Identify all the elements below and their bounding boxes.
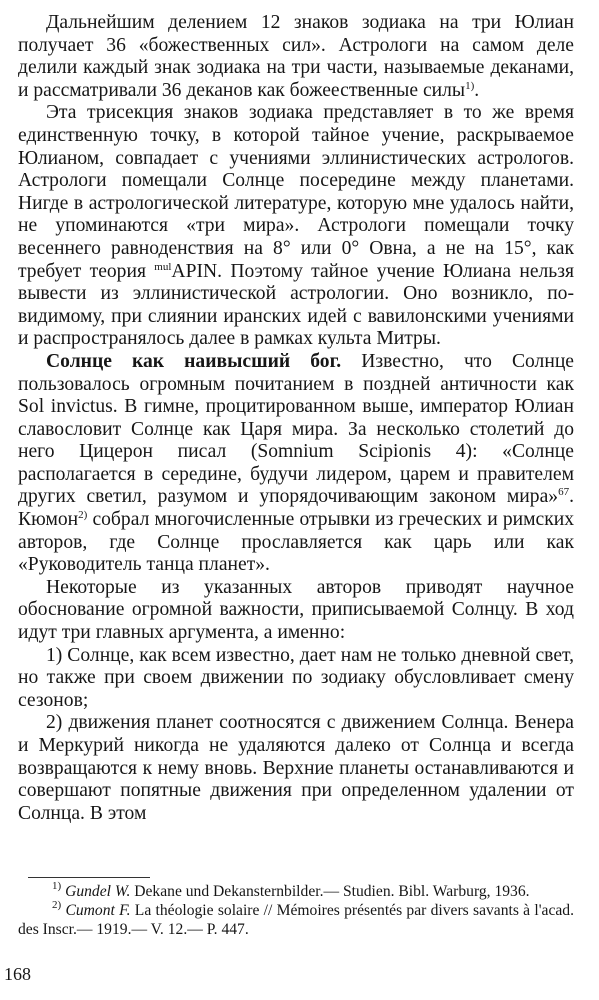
paragraph-text: собрал многочисленные отрывки из греческих и римских авторов, где Солнце прославляется как царь или как «Руководитель танца планет». xyxy=(18,509,574,576)
section-heading: Солнце как наивысший бог. xyxy=(46,350,342,372)
footnote-ref[interactable]: 2) xyxy=(78,509,88,522)
page-number: 168 xyxy=(4,964,31,984)
footnote-author: Cumont F. xyxy=(65,902,131,919)
footnote-2 xyxy=(18,901,574,939)
paragraph-decans xyxy=(18,12,574,102)
footnote-ref[interactable]: 1) xyxy=(465,79,475,92)
footnote-number: 2) xyxy=(52,899,62,911)
footnote-1 xyxy=(18,882,574,901)
paragraph-arguments: Некоторые из указанных авторов приводят научное обоснование огромной важности, приписываемой Солнцу. В ход идут три главных аргумента, а именно: xyxy=(18,576,574,644)
endnote-ref[interactable]: 67 xyxy=(558,486,570,499)
paragraph-text: . Кюмон xyxy=(18,486,574,531)
footnote-text: La théologie solaire // Mémoires présentés par divers savants à l'acad. des Inscr.— 1919.— V. 12.— P. 447. xyxy=(18,902,574,938)
paragraph-text: APIN. Поэтому тайное учение Юлиана нельзя вывести из эллинистической астрологии. Оно возникло, по-видимому, при слиянии иранских идей с вавилонскими учениями и распространялось далее в рамках культа Митры. xyxy=(18,260,574,350)
paragraph-sun-supreme xyxy=(18,351,574,577)
paragraph-text: Дальнейшим делением 12 знаков зодиака на три Юлиан получает 36 «божественных сил». Астрологи на самом деле делили каждый знак зодиака на три части, называемые деканами, и рассматривали 36 деканов как божеественные силы xyxy=(18,12,574,101)
paragraph-argument-1: 1) Солнце, как всем известно, дает нам не только дневной свет, но также при своем движении по зодиаку обусловливает смену сезонов; xyxy=(18,644,574,711)
paragraph-text: . xyxy=(474,79,480,101)
page-body xyxy=(18,12,574,825)
paragraph-trisection xyxy=(18,102,574,351)
footnotes xyxy=(18,882,574,939)
footnote-divider xyxy=(28,877,150,878)
paragraph-argument-2: 2) движения планет соотносятся с движением Солнца. Венера и Меркурий никогда не удаляются далеко от Солнца и всегда возвращаются к нему вновь. Верхние планеты останавливаются и совершают попятные движения при определенном удалении от Солнца. В этом xyxy=(18,712,574,824)
paragraph-text: Известно, что Солнце пользовалось огромным почитанием в поздней античности как Sol invictus. В гимне, процитированном выше, император Юлиан славословит Солнце как Царя мира. За несколько столетий до него Цицерон писал (Somnium Scipionis 4): «Солнце располагается в середине, будучи лидером, царем и правителем других светил, разумом и упорядочивающим законом мира» xyxy=(18,350,574,508)
paragraph-text: Эта трисекция знаков зодиака представляет в то же время единственную точку, в которой тайное учение, раскрываемое Юлианом, совпадает с учениями эллинистических астрологов. Астрологи помещали Солнце посередине между планетами. Нигде в астрологической литературе, которую мне удалось найти, не упоминаются «три мира». Астрологи помещали точку весеннего равноденствия на 8° или 0° Овна, а не на 15°, как требует теория xyxy=(18,102,574,282)
footnote-author: Gundel W. xyxy=(65,883,131,900)
footnote-number: 1) xyxy=(52,880,62,892)
superscript-mul: mul xyxy=(154,260,172,273)
footnote-text: Dekane und Dekansternbilder.— Studien. Bibl. Warburg, 1936. xyxy=(130,883,530,900)
